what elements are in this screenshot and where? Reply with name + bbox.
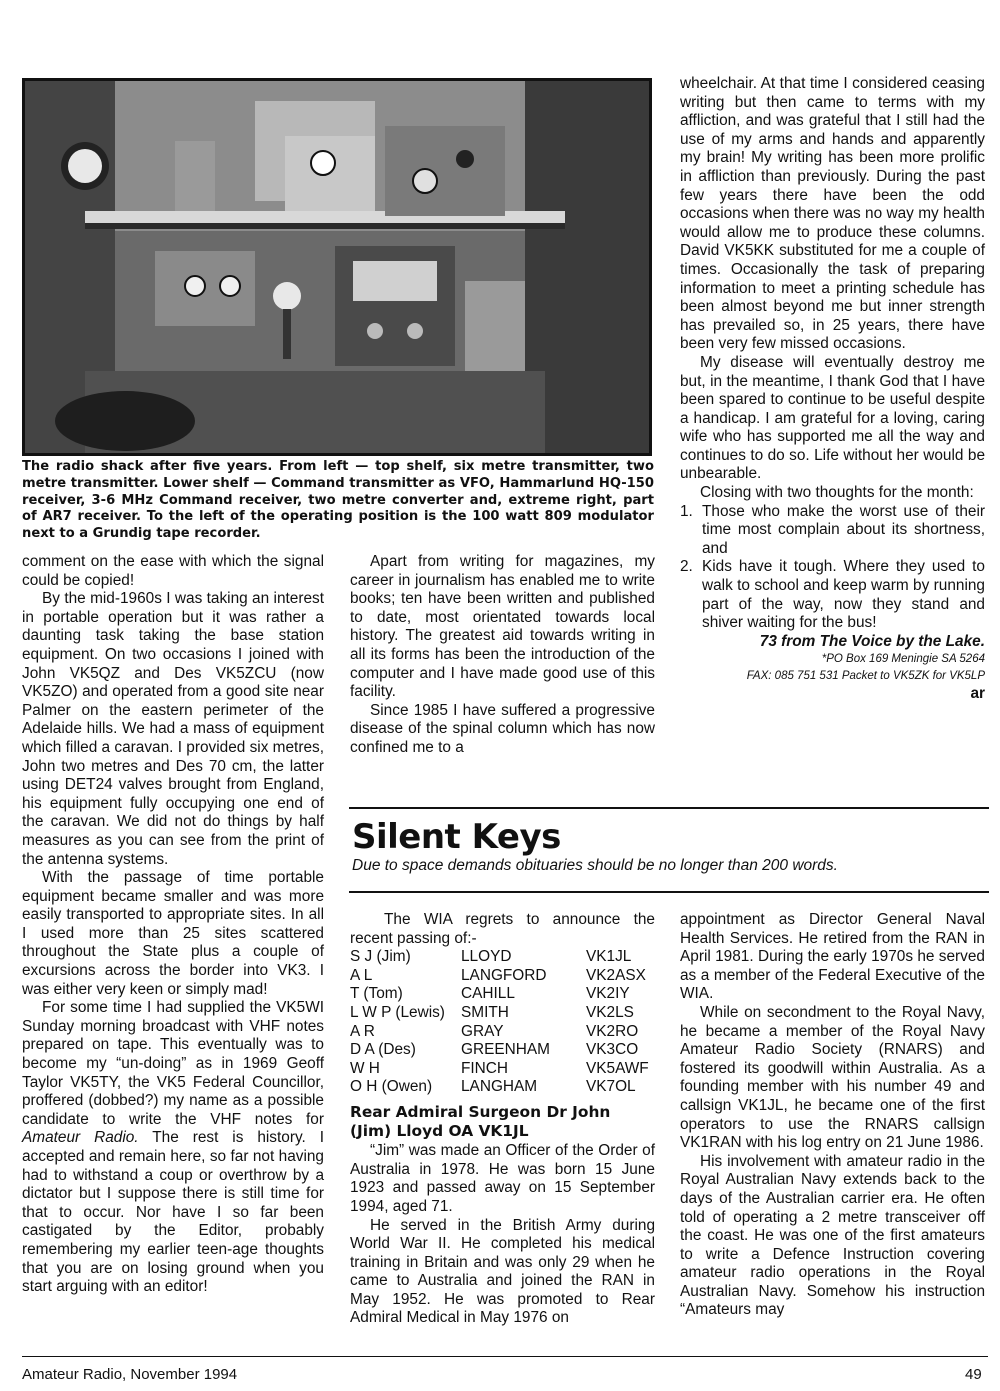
- table-row: [350, 1041, 655, 1060]
- paragraph: [22, 999, 324, 1297]
- table-row: [350, 948, 655, 967]
- obituary-column-2: [680, 911, 985, 1320]
- paragraph: Since 1985 I have suffered a progressive disease of the spinal column which has now confined me to a: [350, 701, 655, 756]
- table-row: [350, 1078, 655, 1097]
- article-column-1: [22, 553, 324, 1297]
- paragraph: Closing with two thoughts for the month:: [700, 484, 974, 502]
- passing-callsign: VK3CO: [586, 1041, 639, 1059]
- passing-given-names: O H (Owen): [350, 1078, 433, 1096]
- passing-surname: GREENHAM: [461, 1041, 550, 1059]
- passings-table: [350, 948, 655, 1097]
- list-number: 1.: [680, 502, 693, 520]
- list-item: [680, 558, 985, 632]
- passing-given-names: W H: [350, 1059, 380, 1077]
- passing-callsign: VK2ASX: [586, 966, 646, 984]
- list-number: 2.: [680, 558, 693, 576]
- sign-off: 73 from The Voice by the Lake.: [759, 632, 985, 650]
- author-contact: FAX: 085 751 531 Packet to VK5ZK for VK5LP: [746, 670, 985, 683]
- table-row: [350, 1023, 655, 1042]
- paragraph: Apart from writing for magazines, my career in journalism has enabled me to write books; ten have been written and published to date, most orientated towards local history. The greatest aid towards writing in all its forms has been the introduction of the computer and I have made good use of this facility.: [350, 553, 655, 701]
- paragraph: By the mid-1960s I was taking an interest in portable operation but it was rather a daunting task taking the base station equipment. On two occasions I joined with John VK5QZ and Des VK5ZCU (now VK5ZO) and operated from a good site near Palmer on the eastern perimeter of the Adelaide hills. We had a mass of equipment which filled a caravan. I provided six metres, John two metres and Des 70 cm, the latter using DET24 valves brought from England, his equipment fully occupying one end of the caravan. We did not do things by half measures as you can see from the print of the antenna systems.: [22, 590, 324, 868]
- radio-shack-photo: [22, 78, 652, 456]
- passing-callsign: VK2LS: [586, 1003, 634, 1021]
- paragraph: “Jim” was made an Officer of the Order of Australia in 1978. He was born 15 June 1923 and passed away on 15 September 1994, aged 71.: [350, 1142, 655, 1215]
- passing-surname: FINCH: [461, 1059, 509, 1077]
- section-rule-bottom: [349, 891, 989, 893]
- paragraph: My disease will eventually destroy me but, in the meantime, I thank God that I have been spared to continue to be useful despite a handicap. I am grateful for a loving, caring wife who has supported me all the way and continues to do so. Life without her would be unbearable.: [680, 353, 985, 483]
- table-row: [350, 1060, 655, 1079]
- photo-illustration: [25, 81, 649, 453]
- passing-given-names: L W P (Lewis): [350, 1003, 445, 1021]
- thoughts-list: [680, 503, 985, 633]
- passing-surname: GRAY: [461, 1022, 504, 1040]
- page-number: 49: [965, 1366, 982, 1383]
- passing-given-names: A L: [350, 966, 373, 984]
- passing-surname: SMITH: [461, 1003, 509, 1021]
- publication-footer: Amateur Radio, November 1994: [22, 1366, 238, 1383]
- paragraph: With the passage of time portable equipment became smaller and was more easily transported to appropriate sites. In all I used more than 25 sites scattered throughout the State plus a couple of excursions across the border into VK3. I was either very keen or simply mad!: [22, 869, 324, 998]
- list-item: [680, 503, 985, 559]
- section-title: Silent Keys: [352, 817, 561, 857]
- paragraph: He served in the British Army during World War II. He completed his medical training in Britain and was only 29 when he came to Australia and joined the RAN in May 1952. He was promoted to Rear Admiral Medical in May 1976 on: [350, 1216, 655, 1327]
- table-row: [350, 967, 655, 986]
- paragraph-text: For some time I had supplied the VK5WI Sunday morning broadcast with VHF notes prepared on tape. This eventually was to become my “un-doing” as in 1969 Geoff Taylor VK5TY, the VK5 Federal Councillor, proffered (dobbed?) my name as a possible candidate to write the VHF notes for: [22, 999, 324, 1128]
- author-address: *PO Box 169 Meningie SA 5264: [821, 653, 985, 666]
- paragraph: His involvement with amateur radio in the Royal Australian Navy extends back to the days of the Australian carrier era. He often told of operating a 2 metre transceiver off the coast. He was one of the first amateurs to write a Defence Instruction covering amateur radio operations in the Royal Australian Navy. Somehow his instruction “Amateurs may: [680, 1152, 985, 1319]
- section-rule-top: [349, 807, 989, 809]
- paragraph-text: The rest is history. I accepted and remain here, so far not having had to withstand a coup or overthrow by a dictator but I suppose there is still time for that to occur. Nor have I so far been castigated by the Editor, probably remembering my earlier teen-age thoughts that you are on losing ground when you start arguing with an editor!: [22, 1129, 324, 1296]
- photo-caption: The radio shack after five years. From left — top shelf, six metre transmitter, two metre transmitter. Lower shelf — Command transmitter as VFO, Hammarlund HQ-150 receiver, 3-6 MHz Command receiver, two metre converter and, extreme right, part of AR7 receiver. To the left of the operating position is the 100 watt 809 modulator next to a Grundig tape recorder.: [22, 459, 654, 542]
- obituary-column-1: [350, 911, 655, 1328]
- section-subtitle: Due to space demands obituaries should be no longer than 200 words.: [352, 857, 838, 874]
- passing-given-names: D A (Des): [350, 1041, 416, 1059]
- passing-callsign: VK1JL: [586, 948, 632, 966]
- footer-rule: [22, 1356, 988, 1357]
- passing-surname: LLOYD: [461, 948, 512, 966]
- passing-given-names: A R: [350, 1022, 375, 1040]
- article-column-3: [680, 75, 985, 704]
- passing-surname: CAHILL: [461, 985, 515, 1003]
- passing-given-names: T (Tom): [350, 985, 403, 1003]
- passing-surname: LANGFORD: [461, 966, 547, 984]
- passing-callsign: VK7OL: [586, 1078, 636, 1096]
- paragraph: comment on the ease with which the signal could be copied!: [22, 553, 324, 589]
- paragraph: wheelchair. At that time I considered ceasing writing but then came to terms with my affliction, and was grateful that I still had the use of my arms and hands and apparently my brain! My writing has been more prolific in affliction than previously. During the past few years there have been the odd occasions when there was no way my health would allow me to produce these columns. David VK5KK substituted for me a couple of times. Occasionally the task of preparing information to meet a printing schedule has been almost beyond me but inner strength has prevailed so, in 25 years, there have been very few missed occasions.: [680, 75, 985, 353]
- paragraph: While on secondment to the Royal Navy, he became a member of the Royal Navy Amateur Radio Society (RNARS) and fostered its goodwill within Australia. As a founding member with his number 49 and callsign VK1JL, he became one of the first operators to use the RNARS callsign VK1RAN with his log entry on 21 June 1986.: [680, 1003, 985, 1152]
- paragraph: appointment as Director General Naval Health Services. He retired from the RAN in April 1981. During the early 1970s he served as a member of the Federal Executive of the WIA.: [680, 911, 985, 1003]
- table-row: [350, 985, 655, 1004]
- passing-surname: LANGHAM: [461, 1078, 538, 1096]
- list-text: Kids have it tough. Where they used to walk to school and keep warm by running part of the way, now they stand and shiver waiting for the bus!: [702, 558, 985, 632]
- magazine-title: Amateur Radio.: [22, 1129, 139, 1147]
- passing-given-names: S J (Jim): [350, 948, 411, 966]
- passing-callsign: VK2RO: [586, 1022, 639, 1040]
- passing-callsign: VK2IY: [586, 985, 630, 1003]
- article-column-2: [350, 553, 655, 758]
- table-row: [350, 1004, 655, 1023]
- paragraph: The WIA regrets to announce the recent passing of:-: [350, 911, 655, 947]
- passing-callsign: VK5AWF: [586, 1059, 649, 1077]
- obituary-heading: Rear Admiral Surgeon Dr John (Jim) Lloyd OA VK1JL: [350, 1102, 611, 1140]
- end-mark: ar: [970, 685, 985, 703]
- list-text: Those who make the worst use of their time most complain about its shortness, and: [702, 502, 985, 557]
